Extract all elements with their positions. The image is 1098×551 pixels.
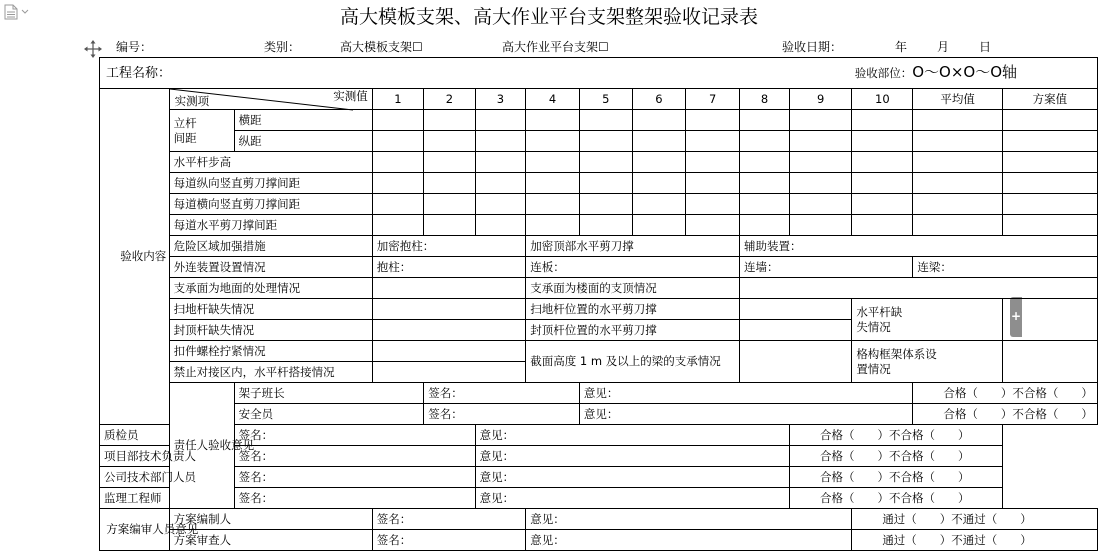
danger-dense-top-brace[interactable]: 加密顶部水平剪刀撑	[526, 236, 740, 257]
pass-choice[interactable]: 合格（ ）不合格（ ）	[790, 425, 1003, 446]
bolt-value[interactable]	[372, 341, 525, 362]
sweep-missing-value[interactable]	[372, 299, 525, 320]
support-floor-value[interactable]	[739, 278, 1097, 299]
plan-person: 方案审查人	[169, 530, 372, 551]
date-label: 验收日期：	[782, 40, 843, 54]
sweep-brace-label: 扫地杆位置的水平剪刀撑	[526, 299, 740, 320]
pole-spacing-label: 立杆间距	[169, 110, 234, 152]
project-header-row	[100, 58, 1098, 89]
measure-row-label: 每道水平剪刀撑间距	[169, 215, 372, 236]
plus-icon: +	[1011, 309, 1022, 323]
top-missing-value[interactable]	[372, 320, 525, 341]
section-plan-label: 方案编审人员意见	[100, 509, 170, 551]
danger-area-label: 危险区域加强措施	[169, 236, 372, 257]
location-label: 验收部位：	[854, 66, 913, 80]
top-brace-label: 封顶杆位置的水平剪刀撑	[526, 320, 740, 341]
pass-choice[interactable]: 合格（ ）不合格（ ）	[790, 488, 1003, 509]
opinion-field[interactable]: 意见：	[475, 446, 789, 467]
table-move-handle-icon[interactable]	[84, 40, 102, 58]
col-header: 10	[852, 89, 913, 110]
pass-choice[interactable]: 合格（ ）不合格（ ）	[913, 404, 1098, 425]
support-ground-label: 支承面为地面的处理情况	[169, 278, 372, 299]
sign-field[interactable]: 签名：	[234, 446, 475, 467]
col-header: 3	[475, 89, 526, 110]
pass-choice[interactable]: 合格（ ）不合格（ ）	[790, 467, 1003, 488]
opinion-field[interactable]: 意见：	[475, 488, 789, 509]
date-day: 日	[979, 40, 992, 54]
external-beam-tie[interactable]: 连梁：	[913, 257, 1098, 278]
beam-support-value[interactable]	[739, 341, 851, 383]
col-header: 1	[372, 89, 423, 110]
danger-aux-device[interactable]: 辅助装置：	[739, 236, 1097, 257]
resp-person: 监理工程师	[100, 488, 235, 509]
sweep-missing-label: 扫地杆缺失情况	[169, 299, 372, 320]
type-option-formwork[interactable]: 高大模板支架☐	[340, 40, 423, 54]
splice-value[interactable]	[372, 362, 525, 383]
opinion-field[interactable]: 意见：	[579, 404, 913, 425]
col-header: 8	[739, 89, 789, 110]
resp-person: 项目部技术负责人	[100, 446, 235, 467]
horizontal-missing-value[interactable]	[1002, 299, 1097, 341]
opinion-field[interactable]: 意见：	[526, 530, 852, 551]
col-header: 7	[686, 89, 740, 110]
top-missing-label: 封顶杆缺失情况	[169, 320, 372, 341]
project-name-label: 工程名称：	[106, 65, 172, 81]
lattice-label: 格构框架体系设置情况	[852, 341, 1003, 383]
measure-row-label: 每道横向竖直剪刀撑间距	[169, 194, 372, 215]
sign-field[interactable]: 签名：	[372, 530, 525, 551]
support-floor-label: 支承面为楼面的支顶情况	[526, 278, 740, 299]
page-title: 高大模板支架、高大作业平台支架整架验收记录表	[339, 6, 758, 28]
resp-person: 架子班长	[234, 383, 424, 404]
col-header: 4	[526, 89, 580, 110]
pole-vertical-label: 纵距	[234, 131, 372, 152]
external-device-label: 外连装置设置情况	[169, 257, 372, 278]
measure-row-label: 水平杆步高	[169, 152, 372, 173]
sign-field[interactable]: 签名：	[234, 425, 475, 446]
section-responsible-label: 责任人验收意见	[169, 383, 234, 509]
resp-person: 公司技术部门人员	[100, 467, 235, 488]
pass-choice[interactable]: 合格（ ）不合格（ ）	[913, 383, 1098, 404]
resp-person: 质检员	[100, 425, 235, 446]
col-header: 5	[579, 89, 632, 110]
bolt-label: 扣件螺栓拧紧情况	[169, 341, 372, 362]
beam-support-label: 截面高度 1 m 及以上的梁的支承情况	[526, 341, 740, 383]
col-header: 6	[632, 89, 686, 110]
date-year: 年	[895, 40, 908, 54]
location-value: O～O×O～O轴	[912, 63, 1017, 81]
opinion-field[interactable]: 意见：	[475, 467, 789, 488]
pass-choice[interactable]: 合格（ ）不合格（ ）	[790, 446, 1003, 467]
sign-field[interactable]: 签名：	[424, 404, 580, 425]
type-option-platform[interactable]: 高大作业平台支架☐	[502, 40, 609, 54]
external-wall-tie[interactable]: 连墙：	[739, 257, 912, 278]
external-column-hold[interactable]: 抱柱：	[372, 257, 525, 278]
sweep-brace-value[interactable]	[739, 299, 851, 320]
col-header-average: 平均值	[913, 89, 1002, 110]
sign-field[interactable]: 签名：	[372, 509, 525, 530]
col-header: 9	[790, 89, 852, 110]
opinion-field[interactable]: 意见：	[579, 383, 913, 404]
type-label: 类别：	[264, 40, 301, 54]
external-connect-plate[interactable]: 连板：	[526, 257, 740, 278]
measure-value-header: 实测值	[333, 89, 368, 103]
approve-choice[interactable]: 通过（ ）不通过（ ）	[852, 530, 1098, 551]
horizontal-missing-label: 水平杆缺失情况	[852, 299, 1003, 341]
opinion-field[interactable]: 意见：	[475, 425, 789, 446]
top-brace-value[interactable]	[739, 320, 851, 341]
splice-label: 禁止对接区内，水平杆搭接情况	[169, 362, 372, 383]
date-month: 月	[937, 40, 950, 54]
col-header: 2	[424, 89, 475, 110]
lattice-value[interactable]	[1002, 341, 1097, 383]
section-inspect-label: 验收内容	[100, 89, 170, 425]
pole-horizontal-label: 横距	[234, 110, 372, 131]
col-header-plan: 方案值	[1002, 89, 1097, 110]
sign-field[interactable]: 签名：	[424, 383, 580, 404]
opinion-field[interactable]: 意见：	[526, 509, 852, 530]
support-ground-value[interactable]	[372, 278, 525, 299]
resp-person: 安全员	[234, 404, 424, 425]
measure-item-header: 实测项	[174, 94, 210, 108]
plan-person: 方案编制人	[169, 509, 372, 530]
inspection-table	[99, 57, 1098, 551]
number-label: 编号：	[116, 40, 153, 54]
sign-field[interactable]: 签名：	[234, 488, 475, 509]
measure-row-label: 每道纵向竖直剪刀撑间距	[169, 173, 372, 194]
measure-diagonal-header	[169, 89, 372, 110]
approve-choice[interactable]: 通过（ ）不通过（ ）	[852, 509, 1098, 530]
danger-dense-column[interactable]: 加密抱柱：	[372, 236, 525, 257]
sign-field[interactable]: 签名：	[234, 467, 475, 488]
